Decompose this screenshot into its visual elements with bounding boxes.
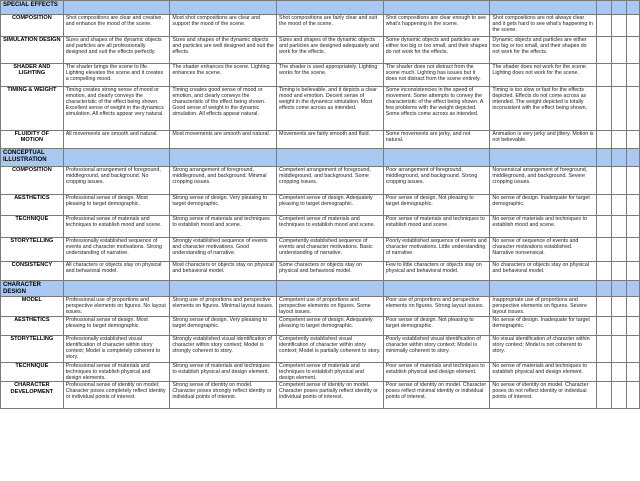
rubric-level-cell: Professional sense of design. Most pleasing to target demographic. bbox=[63, 317, 170, 336]
rubric-level-cell: Poor use of proportions and perspective elements on figures. Strong layout issues. bbox=[383, 297, 490, 317]
score-cell[interactable] bbox=[612, 64, 626, 87]
rubric-level-cell: Competently established visual identification of character within story context; Model is partially coherent to story. bbox=[277, 336, 384, 363]
criterion-label: MODEL bbox=[1, 297, 64, 317]
score-cell[interactable] bbox=[612, 382, 626, 409]
rubric-level-cell: The shader does not distract from the scene much. Lighting has issues but it does not distract from the scene entirely. bbox=[383, 64, 490, 87]
score-cell[interactable] bbox=[612, 87, 626, 131]
section-blank-cell bbox=[597, 149, 612, 167]
section-blank-cell bbox=[626, 281, 639, 297]
criterion-row bbox=[1, 131, 640, 149]
rubric-level-cell: Professional use of proportions and perspective elements on figures. No layout issues. bbox=[63, 297, 170, 317]
criterion-row bbox=[1, 238, 640, 262]
score-cell[interactable] bbox=[597, 336, 612, 363]
criterion-label: SHADER AND LIGHTING bbox=[1, 64, 64, 87]
score-cell[interactable] bbox=[597, 382, 612, 409]
rubric-level-cell: Shot compositions are clear enough to see what's happening in the scene. bbox=[383, 15, 490, 37]
rubric-level-cell: Poor sense of design. Not pleasing to target demographic. bbox=[383, 317, 490, 336]
score-cell[interactable] bbox=[612, 195, 626, 216]
criterion-row bbox=[1, 216, 640, 238]
score-cell[interactable] bbox=[626, 297, 639, 317]
rubric-level-cell: Animation is very jerky and jittery. Motion is not believable. bbox=[490, 131, 597, 149]
score-cell[interactable] bbox=[626, 131, 639, 149]
rubric-level-cell: Competent arrangement of foreground, middleground, and background. Some cropping issues. bbox=[277, 167, 384, 195]
criterion-row bbox=[1, 262, 640, 281]
score-cell[interactable] bbox=[597, 87, 612, 131]
criterion-row bbox=[1, 336, 640, 363]
rubric-level-cell: Professional sense of materials and techniques to establish physical and design elements. bbox=[63, 363, 170, 382]
score-cell[interactable] bbox=[597, 195, 612, 216]
score-cell[interactable] bbox=[612, 167, 626, 195]
rubric-level-cell: Few to little characters or objects stay on physical and behavioral model. bbox=[383, 262, 490, 281]
criterion-label: STORYTELLING bbox=[1, 336, 64, 363]
rubric-level-cell: Shot compositions are fairly clear and suit the mood of the scene. bbox=[277, 15, 384, 37]
score-cell[interactable] bbox=[597, 297, 612, 317]
criterion-label: CONSISTENCY bbox=[1, 262, 64, 281]
rubric-body bbox=[1, 1, 640, 409]
rubric-level-cell: Strong sense of materials and techniques to establish mood and scene. bbox=[170, 216, 277, 238]
rubric-level-cell: Some inconsistencies in the speed of movement. Some attempts to convey the characteristic of the effect being shown. A few problems with the weight depicted. Some effects come across as intended. bbox=[383, 87, 490, 131]
criterion-label: TECHNIQUE bbox=[1, 363, 64, 382]
rubric-level-cell: Most shot compositions are clear and support the mood of the scene. bbox=[170, 15, 277, 37]
rubric-level-cell: Professional sense of design. Most pleasing to target demographic. bbox=[63, 195, 170, 216]
rubric-level-cell: Most characters or objects stay on physical and behavioral model. bbox=[170, 262, 277, 281]
section-blank-cell bbox=[63, 149, 170, 167]
criterion-label: TECHNIQUE bbox=[1, 216, 64, 238]
criterion-row bbox=[1, 363, 640, 382]
score-cell[interactable] bbox=[626, 15, 639, 37]
section-header-row bbox=[1, 149, 640, 167]
rubric-level-cell: No sense of design. Inadequate for target demographic. bbox=[490, 317, 597, 336]
rubric-level-cell: Inappropriate use of proportions and perspective elements on figures. Severe layout issues. bbox=[490, 297, 597, 317]
criterion-label: COMPOSITION bbox=[1, 15, 64, 37]
score-cell[interactable] bbox=[597, 262, 612, 281]
score-cell[interactable] bbox=[626, 37, 639, 64]
score-cell[interactable] bbox=[612, 238, 626, 262]
score-cell[interactable] bbox=[626, 167, 639, 195]
rubric-level-cell: Poor sense of design. Not pleasing to target demographic. bbox=[383, 195, 490, 216]
rubric-level-cell: Most movements are smooth and natural. bbox=[170, 131, 277, 149]
rubric-level-cell: Timing is believable, and it depicts a clear mood and emotion. Decent sense of weight in the dynamics simulation. Most effects come across as intended. bbox=[277, 87, 384, 131]
score-cell[interactable] bbox=[612, 131, 626, 149]
rubric-level-cell: Professional sense of materials and techniques to establish mood and scene. bbox=[63, 216, 170, 238]
rubric-level-cell: Movements are fairly smooth and fluid. bbox=[277, 131, 384, 149]
score-cell[interactable] bbox=[626, 87, 639, 131]
section-title: CHARACTER DESIGN bbox=[1, 281, 64, 297]
section-blank-cell bbox=[277, 1, 384, 15]
rubric-level-cell: Strong arrangement of foreground, middleground, and background. Minimal cropping issues. bbox=[170, 167, 277, 195]
rubric-level-cell: No sense of materials and techniques to establish physical and design element. bbox=[490, 363, 597, 382]
criterion-label: SIMULATION DESIGN bbox=[1, 37, 64, 64]
rubric-level-cell: Strong sense of design. Very pleasing to target demographic. bbox=[170, 195, 277, 216]
rubric-level-cell: Poorly established visual identification of character within story context; Model is minimally coherent to story. bbox=[383, 336, 490, 363]
score-cell[interactable] bbox=[626, 317, 639, 336]
rubric-level-cell: Competently established sequence of events and character motivations. Basic understanding of narrative. bbox=[277, 238, 384, 262]
section-blank-cell bbox=[170, 281, 277, 297]
rubric-level-cell: Professionally established visual identification of character within story context; Model is completely coherent to story. bbox=[63, 336, 170, 363]
section-blank-cell bbox=[63, 281, 170, 297]
criterion-row bbox=[1, 64, 640, 87]
rubric-level-cell: Competent sense of materials and techniques to establish physical and design element. bbox=[277, 363, 384, 382]
rubric-level-cell: All characters or objects stay on physical and behavioral model. bbox=[63, 262, 170, 281]
section-blank-cell bbox=[170, 1, 277, 15]
criterion-row bbox=[1, 297, 640, 317]
rubric-level-cell: Sizes and shapes of the dynamic objects and particles are well designed and suit the effects. bbox=[170, 37, 277, 64]
score-cell[interactable] bbox=[612, 262, 626, 281]
rubric-level-cell: Sizes and shapes of the dynamic objects and particles are designed adequately and work for the effects. bbox=[277, 37, 384, 64]
criterion-label: CHARACTER DEVELOPMENT bbox=[1, 382, 64, 409]
criterion-row bbox=[1, 382, 640, 409]
section-title: SPECIAL EFFECTS bbox=[1, 1, 64, 15]
rubric-level-cell: Some characters or objects stay on physical and behavioral model. bbox=[277, 262, 384, 281]
rubric-level-cell: Competent sense of design. Adequately pleasing to target demographic. bbox=[277, 317, 384, 336]
rubric-level-cell: Competent sense of design. Adequately pleasing to target demographic. bbox=[277, 195, 384, 216]
section-blank-cell bbox=[63, 1, 170, 15]
rubric-level-cell: Some movements are jerky, and not natural. bbox=[383, 131, 490, 149]
rubric-level-cell: Dynamic objects and particles are either too big or too small, and their shapes do not work for the effects. bbox=[490, 37, 597, 64]
section-blank-cell bbox=[612, 149, 626, 167]
score-cell[interactable] bbox=[626, 216, 639, 238]
rubric-level-cell: Shot compositions are clear and creative, and enhance the mood of the scene. bbox=[63, 15, 170, 37]
score-cell[interactable] bbox=[626, 262, 639, 281]
rubric-level-cell: The shader does not work for the scene. Lighting does not work for the scene. bbox=[490, 64, 597, 87]
rubric-level-cell: Timing creates good sense of mood or emotion, and clearly conveys the characteristic of the effect being shown. Good sense of weight in the dynamic simulation. All effects appear natural. bbox=[170, 87, 277, 131]
rubric-level-cell: No sense of identity on model. Character poses do not reflect identity or individual points of interest. bbox=[490, 382, 597, 409]
score-cell[interactable] bbox=[597, 37, 612, 64]
criterion-row bbox=[1, 195, 640, 216]
score-cell[interactable] bbox=[612, 317, 626, 336]
rubric-level-cell: Competent sense of identity on model. Character poses partially reflect identity or individual points of interest. bbox=[277, 382, 384, 409]
rubric-level-cell: No characters or objects stay on physical and behavioral model. bbox=[490, 262, 597, 281]
score-cell[interactable] bbox=[612, 363, 626, 382]
rubric-level-cell: All movements are smooth and natural. bbox=[63, 131, 170, 149]
section-header-row bbox=[1, 281, 640, 297]
rubric-level-cell: Strongly established sequence of events and character motivations. Good understanding of narrative. bbox=[170, 238, 277, 262]
criterion-row bbox=[1, 87, 640, 131]
section-blank-cell bbox=[383, 149, 490, 167]
rubric-level-cell: Poorly established sequence of events and character motivations. Little understanding of narrative. bbox=[383, 238, 490, 262]
rubric-level-cell: Timing creates strong sense of mood or emotion, and clearly conveys the characteristic of the effect being shown. Excellent sense of weight in the dynamics simulation. All effects appear very natural. bbox=[63, 87, 170, 131]
rubric-level-cell: Nonsensical arrangement of foreground, middleground, and background. Severe cropping issues. bbox=[490, 167, 597, 195]
score-cell[interactable] bbox=[612, 15, 626, 37]
rubric-level-cell: Poor sense of materials and techniques to establish physical and design element. bbox=[383, 363, 490, 382]
score-cell[interactable] bbox=[626, 195, 639, 216]
criterion-label: FLUIDITY OF MOTION bbox=[1, 131, 64, 149]
section-blank-cell bbox=[626, 1, 639, 15]
rubric-level-cell: Timing is too slow or fast for the effects depicted. Effects do not come across as intended. The weight depicted is totally inconsistent with the effect being shown. bbox=[490, 87, 597, 131]
criterion-row bbox=[1, 167, 640, 195]
rubric-level-cell: Sizes and shapes of the dynamic objects and particles are all professionally designed and suit the effects perfectly. bbox=[63, 37, 170, 64]
rubric-level-cell: Professionally established sequence of events and character motivations. Strong understanding of narrative. bbox=[63, 238, 170, 262]
rubric-level-cell: No visual identification of character within story context; Model is not coherent to story. bbox=[490, 336, 597, 363]
rubric-level-cell: Competent use of proportions and perspective elements on figures. Some layout issues. bbox=[277, 297, 384, 317]
rubric-level-cell: Strong sense of identity on model. Character poses strongly reflect identity or individual points of interest. bbox=[170, 382, 277, 409]
criterion-label: COMPOSITION bbox=[1, 167, 64, 195]
score-cell[interactable] bbox=[626, 64, 639, 87]
section-blank-cell bbox=[490, 1, 597, 15]
section-blank-cell bbox=[612, 281, 626, 297]
score-cell[interactable] bbox=[597, 317, 612, 336]
rubric-level-cell: No sense of design. Inadequate for target demographic. bbox=[490, 195, 597, 216]
rubric-level-cell: The shader is used appropriately. Lighting works for the scene. bbox=[277, 64, 384, 87]
section-blank-cell bbox=[490, 281, 597, 297]
section-blank-cell bbox=[597, 1, 612, 15]
criterion-row bbox=[1, 37, 640, 64]
score-cell[interactable] bbox=[597, 363, 612, 382]
score-cell[interactable] bbox=[612, 216, 626, 238]
section-title: CONCEPTUAL ILLUSTRATION bbox=[1, 149, 64, 167]
score-cell[interactable] bbox=[597, 131, 612, 149]
criterion-label: TIMING & WEIGHT bbox=[1, 87, 64, 131]
section-blank-cell bbox=[277, 149, 384, 167]
score-cell[interactable] bbox=[597, 238, 612, 262]
section-blank-cell bbox=[612, 1, 626, 15]
section-blank-cell bbox=[626, 149, 639, 167]
criterion-label: AESTHETICS bbox=[1, 195, 64, 216]
score-cell[interactable] bbox=[626, 363, 639, 382]
score-cell[interactable] bbox=[612, 37, 626, 64]
score-cell[interactable] bbox=[597, 64, 612, 87]
rubric-level-cell: Poor sense of materials and techniques to establish mood and scene. bbox=[383, 216, 490, 238]
rubric-level-cell: Poor arrangement of foreground, middleground, and background. Strong cropping issues. bbox=[383, 167, 490, 195]
rubric-level-cell: No sense of sequence of events and character motivations established. Narrative nonsensical. bbox=[490, 238, 597, 262]
rubric-level-cell: Strongly established visual identification of character within story context; Model is strongly coherent to story. bbox=[170, 336, 277, 363]
score-cell[interactable] bbox=[626, 336, 639, 363]
rubric-level-cell: Some dynamic objects and particles are either too big or too small, and their shapes do not work for the effects. bbox=[383, 37, 490, 64]
score-cell[interactable] bbox=[626, 238, 639, 262]
rubric-level-cell: Professional sense of identity on model; Character poses completely reflect identity or individual points of interest. bbox=[63, 382, 170, 409]
criterion-label: AESTHETICS bbox=[1, 317, 64, 336]
section-blank-cell bbox=[277, 281, 384, 297]
rubric-level-cell: The shader brings the scene to life. Lighting elevates the scene and it creates a compelling mood. bbox=[63, 64, 170, 87]
criterion-row bbox=[1, 317, 640, 336]
criterion-label: STORYTELLING bbox=[1, 238, 64, 262]
section-blank-cell bbox=[383, 281, 490, 297]
rubric-level-cell: Strong use of proportions and perspective elements on figures. Minimal layout issues. bbox=[170, 297, 277, 317]
section-blank-cell bbox=[597, 281, 612, 297]
rubric-level-cell: No sense of materials and techniques to establish mood and scene. bbox=[490, 216, 597, 238]
section-blank-cell bbox=[383, 1, 490, 15]
score-cell[interactable] bbox=[597, 167, 612, 195]
score-cell[interactable] bbox=[612, 336, 626, 363]
score-cell[interactable] bbox=[626, 382, 639, 409]
score-cell[interactable] bbox=[597, 15, 612, 37]
section-blank-cell bbox=[490, 149, 597, 167]
rubric-level-cell: Shot compositions are not always clear and it gets hard to see what's happening in the scene. bbox=[490, 15, 597, 37]
rubric-level-cell: Poor sense of identity on model. Character poses reflect minimal identity or individual points of interest. bbox=[383, 382, 490, 409]
section-header-row bbox=[1, 1, 640, 15]
rubric-level-cell: Professional arrangement of foreground, middleground, and background. No cropping issues. bbox=[63, 167, 170, 195]
rubric-level-cell: Strong sense of design. Very pleasing to target demographic. bbox=[170, 317, 277, 336]
criterion-row bbox=[1, 15, 640, 37]
score-cell[interactable] bbox=[612, 297, 626, 317]
rubric-level-cell: The shader enhances the scene. Lighting enhances the scene. bbox=[170, 64, 277, 87]
section-blank-cell bbox=[170, 149, 277, 167]
score-cell[interactable] bbox=[597, 216, 612, 238]
rubric-level-cell: Competent sense of materials and techniques to establish mood and scene. bbox=[277, 216, 384, 238]
rubric-level-cell: Strong sense of materials and techniques to establish physical and design element. bbox=[170, 363, 277, 382]
